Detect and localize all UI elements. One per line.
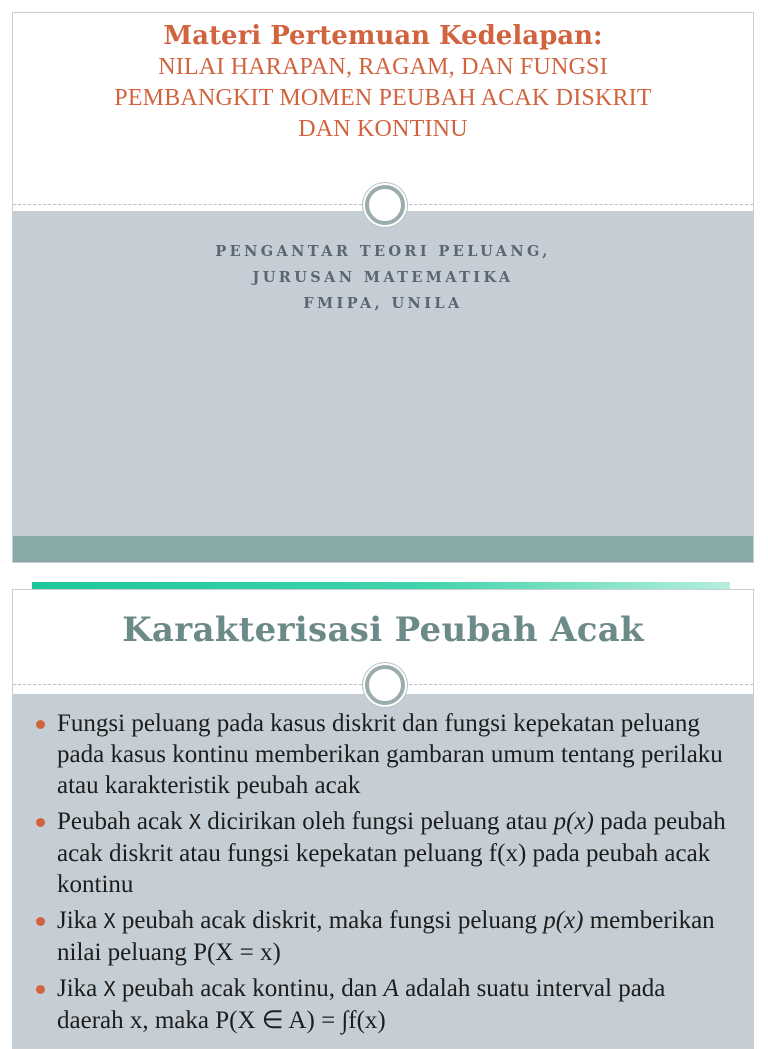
bullet-text-part: peubah acak diskrit, maka fungsi peluang bbox=[115, 907, 544, 934]
function-px: p(x) bbox=[543, 907, 584, 934]
interval-a: A bbox=[383, 975, 399, 1002]
info-line-course: PENGANTAR TEORI PELUANG, bbox=[215, 243, 551, 260]
slide-1 bbox=[12, 12, 754, 563]
bullet-text-part: Jika bbox=[57, 975, 104, 1002]
bullet-item bbox=[35, 806, 733, 900]
bullet-text-part: pada peubah acak kontinu bbox=[57, 840, 711, 898]
slide-2-title: Karakterisasi Peubah Acak bbox=[122, 610, 644, 650]
bullet-item bbox=[35, 708, 733, 801]
variable-x: X bbox=[188, 810, 201, 834]
function-fx: f(x) bbox=[348, 1007, 386, 1034]
variable-x: X bbox=[103, 909, 116, 933]
info-line-department: JURUSAN MATEMATIKA bbox=[252, 269, 514, 286]
bullet-text-part: pada peubah acak diskrit atau fungsi kepekatan peluang bbox=[57, 808, 726, 867]
slide-1-info-panel bbox=[13, 211, 753, 538]
slide-1-subtitle-line-2: PEMBANGKIT MOMEN PEUBAH ACAK DISKRIT bbox=[114, 85, 652, 111]
function-px: p(x) bbox=[553, 808, 594, 835]
slide-2-content-panel bbox=[13, 694, 753, 1049]
slide-1-subtitle-line-1: NILAI HARAPAN, RAGAM, DAN FUNGSI bbox=[158, 54, 608, 80]
bullet-list bbox=[35, 708, 733, 1041]
bullet-dot-icon bbox=[36, 818, 45, 827]
slide-1-subtitle-line-3: DAN KONTINU bbox=[298, 116, 468, 142]
bullet-dot-icon bbox=[36, 917, 45, 926]
bullet-item bbox=[35, 905, 733, 968]
bullet-dot-icon bbox=[36, 720, 45, 729]
bullet-item bbox=[35, 973, 733, 1036]
bullet-text-part: dicirikan oleh fungsi peluang atau bbox=[200, 808, 554, 835]
slide-2 bbox=[12, 589, 754, 1049]
slide-1-title-area bbox=[13, 13, 753, 206]
bullet-text-part: memberikan nilai peluang bbox=[57, 907, 715, 966]
function-fx: f(x) bbox=[488, 840, 527, 867]
slide-1-footer-band bbox=[13, 536, 753, 562]
bullet-text-part: peubah acak kontinu, dan bbox=[115, 975, 384, 1002]
probability-expression: P(X = x) bbox=[193, 939, 281, 966]
info-line-faculty: FMIPA, UNILA bbox=[303, 295, 463, 312]
bullet-text-part: adalah suatu interval pada daerah x, maka P(X ∈ A) = ∫ bbox=[57, 975, 666, 1034]
variable-x: X bbox=[103, 977, 116, 1001]
slide-1-title: Materi Pertemuan Kedelapan: bbox=[163, 21, 603, 51]
ring-ornament-icon bbox=[365, 665, 405, 705]
bullet-dot-icon bbox=[36, 985, 45, 994]
ring-ornament-icon bbox=[365, 185, 405, 225]
bullet-text: Fungsi peluang pada kasus diskrit dan fungsi kepekatan peluang pada kasus kontinu memberikan gambaran umum tentang perilaku atau karakteristik peubah acak bbox=[57, 710, 723, 799]
bullet-text-part: Peubah acak bbox=[57, 808, 189, 835]
bullet-text-part: Jika bbox=[57, 907, 104, 934]
